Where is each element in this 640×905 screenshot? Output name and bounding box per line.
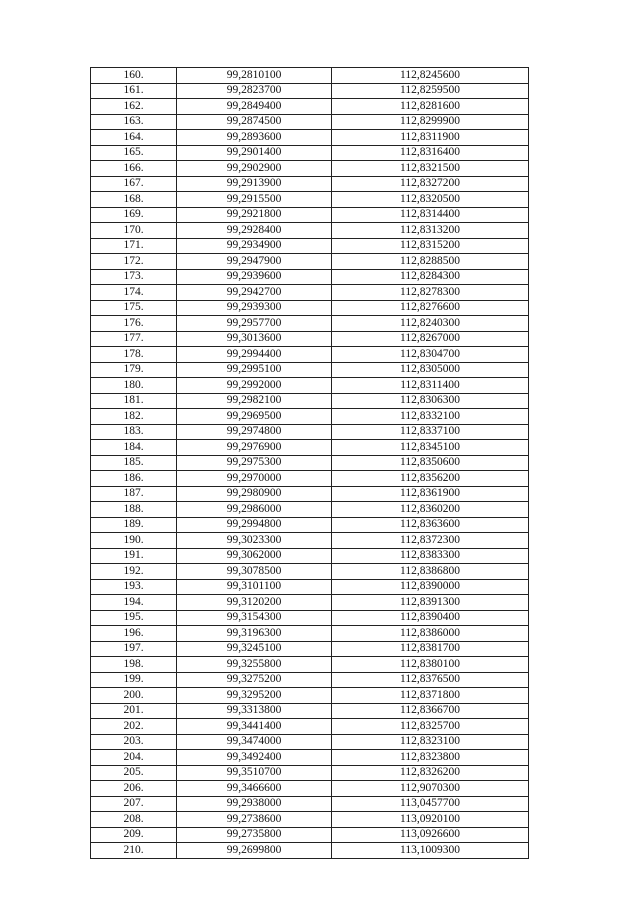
y-coordinate-cell: 112,8306300 [332, 393, 529, 409]
x-coordinate-cell: 99,2913900 [177, 176, 332, 192]
table-row [91, 533, 529, 549]
y-coordinate-cell: 112,8326200 [332, 765, 529, 781]
x-coordinate-cell: 99,3023300 [177, 533, 332, 549]
table-row [91, 238, 529, 254]
table-row [91, 610, 529, 626]
point-number-cell: 187. [91, 486, 177, 502]
table-row [91, 362, 529, 378]
point-number-cell: 197. [91, 641, 177, 657]
x-coordinate-cell: 99,2939300 [177, 300, 332, 316]
coordinates-table-body [91, 68, 529, 859]
y-coordinate-cell: 112,8372300 [332, 533, 529, 549]
table-row [91, 83, 529, 99]
table-row [91, 579, 529, 595]
table-row [91, 207, 529, 223]
point-number-cell: 181. [91, 393, 177, 409]
y-coordinate-cell: 112,8304700 [332, 347, 529, 363]
y-coordinate-cell: 112,9070300 [332, 781, 529, 797]
point-number-cell: 164. [91, 130, 177, 146]
table-row [91, 719, 529, 735]
y-coordinate-cell: 112,8245600 [332, 68, 529, 84]
point-number-cell: 163. [91, 114, 177, 130]
x-coordinate-cell: 99,2939600 [177, 269, 332, 285]
table-row [91, 145, 529, 161]
point-number-cell: 201. [91, 703, 177, 719]
y-coordinate-cell: 112,8313200 [332, 223, 529, 239]
y-coordinate-cell: 112,8299900 [332, 114, 529, 130]
x-coordinate-cell: 99,3255800 [177, 657, 332, 673]
x-coordinate-cell: 99,2699800 [177, 843, 332, 859]
x-coordinate-cell: 99,2915500 [177, 192, 332, 208]
x-coordinate-cell: 99,2810100 [177, 68, 332, 84]
x-coordinate-cell: 99,2893600 [177, 130, 332, 146]
y-coordinate-cell: 112,8380100 [332, 657, 529, 673]
point-number-cell: 168. [91, 192, 177, 208]
point-number-cell: 210. [91, 843, 177, 859]
table-row [91, 455, 529, 471]
x-coordinate-cell: 99,3245100 [177, 641, 332, 657]
point-number-cell: 169. [91, 207, 177, 223]
point-number-cell: 178. [91, 347, 177, 363]
y-coordinate-cell: 112,8390000 [332, 579, 529, 595]
table-row [91, 161, 529, 177]
y-coordinate-cell: 113,0920100 [332, 812, 529, 828]
y-coordinate-cell: 112,8311900 [332, 130, 529, 146]
table-row [91, 409, 529, 425]
point-number-cell: 165. [91, 145, 177, 161]
point-number-cell: 199. [91, 672, 177, 688]
table-row [91, 378, 529, 394]
table-row [91, 99, 529, 115]
point-number-cell: 200. [91, 688, 177, 704]
table-row [91, 843, 529, 859]
table-row [91, 812, 529, 828]
y-coordinate-cell: 112,8390400 [332, 610, 529, 626]
x-coordinate-cell: 99,2823700 [177, 83, 332, 99]
x-coordinate-cell: 99,3474000 [177, 734, 332, 750]
y-coordinate-cell: 112,8360200 [332, 502, 529, 518]
point-number-cell: 188. [91, 502, 177, 518]
x-coordinate-cell: 99,2974800 [177, 424, 332, 440]
point-number-cell: 160. [91, 68, 177, 84]
point-number-cell: 190. [91, 533, 177, 549]
point-number-cell: 189. [91, 517, 177, 533]
x-coordinate-cell: 99,2947900 [177, 254, 332, 270]
table-row [91, 595, 529, 611]
x-coordinate-cell: 99,2928400 [177, 223, 332, 239]
x-coordinate-cell: 99,3062000 [177, 548, 332, 564]
x-coordinate-cell: 99,2986000 [177, 502, 332, 518]
table-row [91, 781, 529, 797]
table-row [91, 703, 529, 719]
x-coordinate-cell: 99,3275200 [177, 672, 332, 688]
y-coordinate-cell: 112,8345100 [332, 440, 529, 456]
x-coordinate-cell: 99,3078500 [177, 564, 332, 580]
table-row [91, 688, 529, 704]
table-row [91, 564, 529, 580]
x-coordinate-cell: 99,2992000 [177, 378, 332, 394]
x-coordinate-cell: 99,2957700 [177, 316, 332, 332]
x-coordinate-cell: 99,2995100 [177, 362, 332, 378]
table-row [91, 130, 529, 146]
y-coordinate-cell: 112,8311400 [332, 378, 529, 394]
x-coordinate-cell: 99,3441400 [177, 719, 332, 735]
y-coordinate-cell: 112,8327200 [332, 176, 529, 192]
point-number-cell: 192. [91, 564, 177, 580]
y-coordinate-cell: 113,0926600 [332, 827, 529, 843]
y-coordinate-cell: 112,8366700 [332, 703, 529, 719]
x-coordinate-cell: 99,3013600 [177, 331, 332, 347]
x-coordinate-cell: 99,2980900 [177, 486, 332, 502]
point-number-cell: 202. [91, 719, 177, 735]
point-number-cell: 179. [91, 362, 177, 378]
table-row [91, 285, 529, 301]
point-number-cell: 166. [91, 161, 177, 177]
x-coordinate-cell: 99,2735800 [177, 827, 332, 843]
table-row [91, 316, 529, 332]
x-coordinate-cell: 99,2994400 [177, 347, 332, 363]
x-coordinate-cell: 99,3313800 [177, 703, 332, 719]
point-number-cell: 170. [91, 223, 177, 239]
x-coordinate-cell: 99,3466600 [177, 781, 332, 797]
point-number-cell: 161. [91, 83, 177, 99]
point-number-cell: 180. [91, 378, 177, 394]
point-number-cell: 209. [91, 827, 177, 843]
x-coordinate-cell: 99,2976900 [177, 440, 332, 456]
point-number-cell: 173. [91, 269, 177, 285]
table-row [91, 393, 529, 409]
table-row [91, 502, 529, 518]
y-coordinate-cell: 112,8323800 [332, 750, 529, 766]
y-coordinate-cell: 112,8361900 [332, 486, 529, 502]
point-number-cell: 186. [91, 471, 177, 487]
table-row [91, 424, 529, 440]
point-number-cell: 204. [91, 750, 177, 766]
y-coordinate-cell: 112,8320500 [332, 192, 529, 208]
table-row [91, 331, 529, 347]
table-row [91, 750, 529, 766]
y-coordinate-cell: 112,8314400 [332, 207, 529, 223]
y-coordinate-cell: 112,8381700 [332, 641, 529, 657]
y-coordinate-cell: 113,1009300 [332, 843, 529, 859]
y-coordinate-cell: 112,8276600 [332, 300, 529, 316]
x-coordinate-cell: 99,3154300 [177, 610, 332, 626]
table-row [91, 765, 529, 781]
point-number-cell: 206. [91, 781, 177, 797]
point-number-cell: 207. [91, 796, 177, 812]
table-row [91, 672, 529, 688]
table-row [91, 641, 529, 657]
point-number-cell: 198. [91, 657, 177, 673]
y-coordinate-cell: 112,8391300 [332, 595, 529, 611]
point-number-cell: 162. [91, 99, 177, 115]
coordinates-table [90, 67, 529, 859]
x-coordinate-cell: 99,3510700 [177, 765, 332, 781]
x-coordinate-cell: 99,2942700 [177, 285, 332, 301]
y-coordinate-cell: 112,8371800 [332, 688, 529, 704]
point-number-cell: 183. [91, 424, 177, 440]
table-row [91, 223, 529, 239]
table-row [91, 548, 529, 564]
x-coordinate-cell: 99,2938000 [177, 796, 332, 812]
y-coordinate-cell: 112,8383300 [332, 548, 529, 564]
y-coordinate-cell: 112,8284300 [332, 269, 529, 285]
y-coordinate-cell: 112,8325700 [332, 719, 529, 735]
x-coordinate-cell: 99,2994800 [177, 517, 332, 533]
point-number-cell: 174. [91, 285, 177, 301]
y-coordinate-cell: 112,8363600 [332, 517, 529, 533]
y-coordinate-cell: 112,8323100 [332, 734, 529, 750]
table-row [91, 192, 529, 208]
y-coordinate-cell: 112,8356200 [332, 471, 529, 487]
x-coordinate-cell: 99,3196300 [177, 626, 332, 642]
y-coordinate-cell: 112,8386000 [332, 626, 529, 642]
point-number-cell: 193. [91, 579, 177, 595]
y-coordinate-cell: 112,8376500 [332, 672, 529, 688]
y-coordinate-cell: 112,8350600 [332, 455, 529, 471]
point-number-cell: 171. [91, 238, 177, 254]
point-number-cell: 177. [91, 331, 177, 347]
point-number-cell: 172. [91, 254, 177, 270]
table-row [91, 657, 529, 673]
table-row [91, 734, 529, 750]
x-coordinate-cell: 99,2975300 [177, 455, 332, 471]
x-coordinate-cell: 99,3101100 [177, 579, 332, 595]
point-number-cell: 191. [91, 548, 177, 564]
table-row [91, 517, 529, 533]
y-coordinate-cell: 112,8288500 [332, 254, 529, 270]
y-coordinate-cell: 112,8267000 [332, 331, 529, 347]
y-coordinate-cell: 112,8316400 [332, 145, 529, 161]
point-number-cell: 205. [91, 765, 177, 781]
table-row [91, 796, 529, 812]
table-row [91, 626, 529, 642]
x-coordinate-cell: 99,2921800 [177, 207, 332, 223]
point-number-cell: 195. [91, 610, 177, 626]
y-coordinate-cell: 112,8278300 [332, 285, 529, 301]
table-row [91, 269, 529, 285]
y-coordinate-cell: 112,8337100 [332, 424, 529, 440]
point-number-cell: 185. [91, 455, 177, 471]
table-row [91, 254, 529, 270]
y-coordinate-cell: 112,8259500 [332, 83, 529, 99]
x-coordinate-cell: 99,3295200 [177, 688, 332, 704]
x-coordinate-cell: 99,2901400 [177, 145, 332, 161]
x-coordinate-cell: 99,2934900 [177, 238, 332, 254]
point-number-cell: 176. [91, 316, 177, 332]
x-coordinate-cell: 99,3492400 [177, 750, 332, 766]
y-coordinate-cell: 112,8315200 [332, 238, 529, 254]
x-coordinate-cell: 99,3120200 [177, 595, 332, 611]
table-row [91, 300, 529, 316]
table-row [91, 471, 529, 487]
point-number-cell: 194. [91, 595, 177, 611]
point-number-cell: 203. [91, 734, 177, 750]
table-row [91, 347, 529, 363]
table-row [91, 440, 529, 456]
table-row [91, 114, 529, 130]
table-row [91, 176, 529, 192]
x-coordinate-cell: 99,2982100 [177, 393, 332, 409]
point-number-cell: 196. [91, 626, 177, 642]
point-number-cell: 175. [91, 300, 177, 316]
point-number-cell: 208. [91, 812, 177, 828]
y-coordinate-cell: 113,0457700 [332, 796, 529, 812]
x-coordinate-cell: 99,2902900 [177, 161, 332, 177]
point-number-cell: 167. [91, 176, 177, 192]
x-coordinate-cell: 99,2970000 [177, 471, 332, 487]
x-coordinate-cell: 99,2969500 [177, 409, 332, 425]
table-row [91, 827, 529, 843]
y-coordinate-cell: 112,8386800 [332, 564, 529, 580]
y-coordinate-cell: 112,8305000 [332, 362, 529, 378]
y-coordinate-cell: 112,8240300 [332, 316, 529, 332]
table-row [91, 486, 529, 502]
x-coordinate-cell: 99,2874500 [177, 114, 332, 130]
table-row [91, 68, 529, 84]
point-number-cell: 184. [91, 440, 177, 456]
x-coordinate-cell: 99,2738600 [177, 812, 332, 828]
y-coordinate-cell: 112,8281600 [332, 99, 529, 115]
x-coordinate-cell: 99,2849400 [177, 99, 332, 115]
point-number-cell: 182. [91, 409, 177, 425]
y-coordinate-cell: 112,8321500 [332, 161, 529, 177]
y-coordinate-cell: 112,8332100 [332, 409, 529, 425]
